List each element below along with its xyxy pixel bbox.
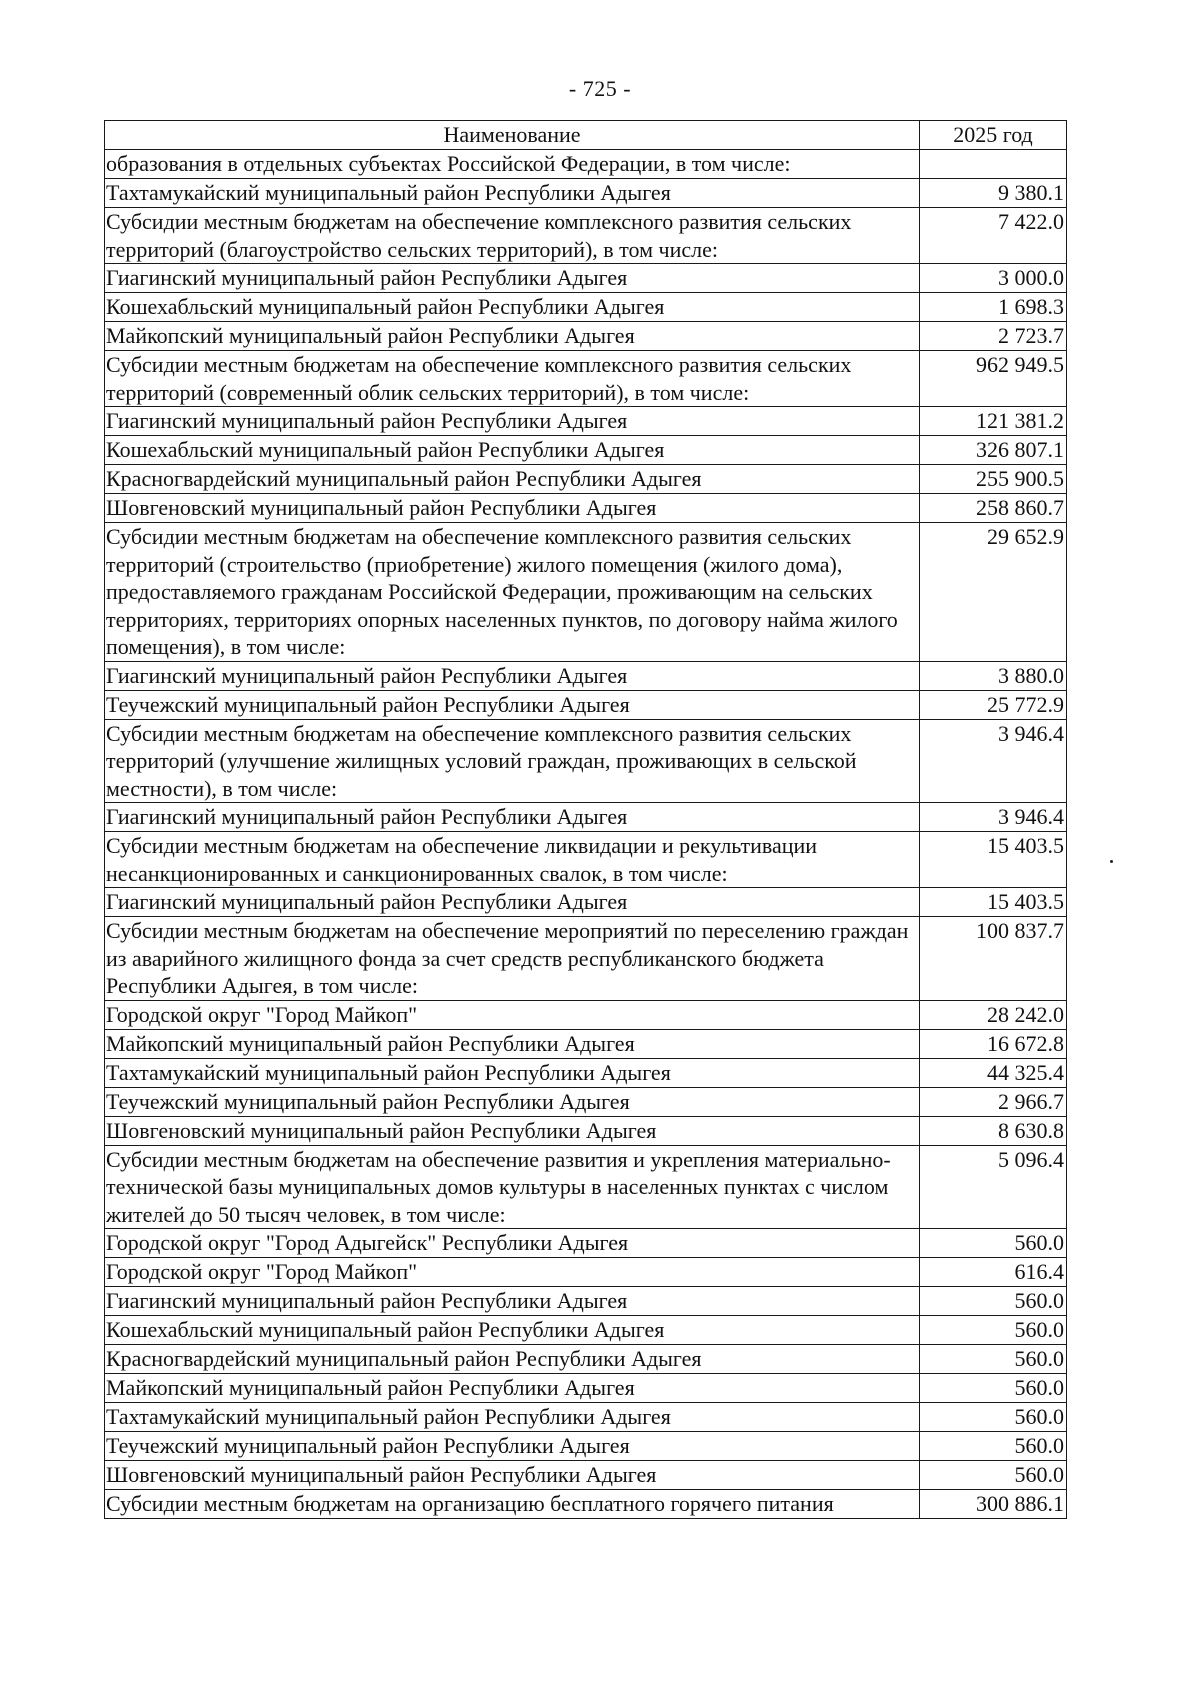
- row-value-cell: 16 672.8: [920, 1029, 1067, 1058]
- row-value-cell: 3 946.4: [920, 719, 1067, 803]
- row-value-cell: 2 966.7: [920, 1087, 1067, 1116]
- table-row: [105, 523, 1067, 662]
- table-row: [105, 690, 1067, 719]
- table-row: [105, 494, 1067, 523]
- row-value-cell: 3 000.0: [920, 264, 1067, 293]
- row-name-cell: Майкопский муниципальный район Республики Адыгея: [105, 1029, 920, 1058]
- row-name-cell: Теучежский муниципальный район Республики Адыгея: [105, 1087, 920, 1116]
- row-value-cell: 100 837.7: [920, 917, 1067, 1001]
- row-value-cell: 258 860.7: [920, 494, 1067, 523]
- table-header-row: [105, 121, 1067, 150]
- row-value-cell: 7 422.0: [920, 208, 1067, 264]
- page-number: - 725 -: [568, 76, 632, 101]
- row-name-cell: Субсидии местным бюджетам на обеспечение развития и укрепления материально-технической базы муниципальных домов культуры в населенных пунктах с числом жителей до 50 тысяч человек, в том числе:: [105, 1145, 920, 1229]
- scan-dot-mark: [1110, 860, 1113, 863]
- table-row: [105, 436, 1067, 465]
- table-row: [105, 1316, 1067, 1345]
- table-row: [105, 264, 1067, 293]
- row-name-cell: Кошехабльский муниципальный район Республики Адыгея: [105, 436, 920, 465]
- row-value-cell: 560.0: [920, 1287, 1067, 1316]
- table-row: [105, 293, 1067, 322]
- row-value-cell: 962 949.5: [920, 351, 1067, 407]
- table-row: [105, 1432, 1067, 1461]
- row-name-cell: Тахтамукайский муниципальный район Республики Адыгея: [105, 1403, 920, 1432]
- row-name-cell: Шовгеновский муниципальный район Республики Адыгея: [105, 494, 920, 523]
- row-value-cell: 616.4: [920, 1258, 1067, 1287]
- row-name-cell: Кошехабльский муниципальный район Республики Адыгея: [105, 1316, 920, 1345]
- budget-table: [104, 120, 1067, 1519]
- header-name: Наименование: [105, 121, 920, 150]
- row-value-cell: 560.0: [920, 1432, 1067, 1461]
- table-row: [105, 661, 1067, 690]
- table-row: [105, 208, 1067, 264]
- row-name-cell: Теучежский муниципальный район Республики Адыгея: [105, 690, 920, 719]
- row-name-cell: Субсидии местным бюджетам на обеспечение комплексного развития сельских территорий (улучшение жилищных условий граждан, проживающих в сельской местности), в том числе:: [105, 719, 920, 803]
- row-name-cell: Кошехабльский муниципальный район Республики Адыгея: [105, 293, 920, 322]
- table-row: [105, 917, 1067, 1001]
- row-name-cell: Гиагинский муниципальный район Республики Адыгея: [105, 1287, 920, 1316]
- row-name-cell: Субсидии местным бюджетам на организацию бесплатного горячего питания: [105, 1490, 920, 1519]
- row-value-cell: 560.0: [920, 1403, 1067, 1432]
- row-name-cell: Городской округ "Город Майкоп": [105, 1258, 920, 1287]
- row-value-cell: 121 381.2: [920, 407, 1067, 436]
- row-value-cell: 15 403.5: [920, 888, 1067, 917]
- row-name-cell: Гиагинский муниципальный район Республики Адыгея: [105, 661, 920, 690]
- row-value-cell: 15 403.5: [920, 832, 1067, 888]
- row-name-cell: Субсидии местным бюджетам на обеспечение комплексного развития сельских территорий (строительство (приобретение) жилого помещения (жилого дома), предоставляемого гражданам Российской Федерации, проживающим на сельских территориях, территориях опорных населенных пунктов, по договору найма жилого помещения), в том числе:: [105, 523, 920, 662]
- row-name-cell: Городской округ "Город Майкоп": [105, 1000, 920, 1029]
- row-name-cell: Субсидии местным бюджетам на обеспечение ликвидации и рекультивации несанкционированных и санкционированных свалок, в том числе:: [105, 832, 920, 888]
- row-value-cell: 560.0: [920, 1316, 1067, 1345]
- row-value-cell: 25 772.9: [920, 690, 1067, 719]
- table-row: [105, 150, 1067, 179]
- table-row: [105, 1116, 1067, 1145]
- table-row: [105, 1029, 1067, 1058]
- row-value-cell: 5 096.4: [920, 1145, 1067, 1229]
- table-row: [105, 832, 1067, 888]
- header-year: 2025 год: [920, 121, 1067, 150]
- row-value-cell: 560.0: [920, 1461, 1067, 1490]
- row-name-cell: Городской округ "Город Адыгейск" Республики Адыгея: [105, 1229, 920, 1258]
- table-row: [105, 1345, 1067, 1374]
- table-row: [105, 1287, 1067, 1316]
- row-value-cell: 3 946.4: [920, 803, 1067, 832]
- row-value-cell: 326 807.1: [920, 436, 1067, 465]
- row-value-cell: 560.0: [920, 1345, 1067, 1374]
- table-row: [105, 1000, 1067, 1029]
- row-value-cell: 560.0: [920, 1374, 1067, 1403]
- table-row: [105, 179, 1067, 208]
- row-value-cell: 9 380.1: [920, 179, 1067, 208]
- table-row: [105, 1403, 1067, 1432]
- row-name-cell: Гиагинский муниципальный район Республики Адыгея: [105, 407, 920, 436]
- row-value-cell: 2 723.7: [920, 322, 1067, 351]
- table-row: [105, 351, 1067, 407]
- row-value-cell: 28 242.0: [920, 1000, 1067, 1029]
- row-name-cell: Гиагинский муниципальный район Республики Адыгея: [105, 264, 920, 293]
- table-row: [105, 407, 1067, 436]
- row-name-cell: Майкопский муниципальный район Республики Адыгея: [105, 1374, 920, 1403]
- row-name-cell: Шовгеновский муниципальный район Республики Адыгея: [105, 1116, 920, 1145]
- table-row: [105, 1374, 1067, 1403]
- row-value-cell: 3 880.0: [920, 661, 1067, 690]
- table-row: [105, 1258, 1067, 1287]
- row-value-cell: 560.0: [920, 1229, 1067, 1258]
- table-row: [105, 1490, 1067, 1519]
- row-value-cell: 44 325.4: [920, 1058, 1067, 1087]
- table-body: [105, 150, 1067, 1519]
- row-name-cell: Субсидии местным бюджетам на обеспечение комплексного развития сельских территорий (благоустройство сельских территорий), в том числе:: [105, 208, 920, 264]
- table-row: [105, 1145, 1067, 1229]
- row-name-cell: Тахтамукайский муниципальный район Республики Адыгея: [105, 179, 920, 208]
- table-row: [105, 1461, 1067, 1490]
- row-name-cell: Красногвардейский муниципальный район Республики Адыгея: [105, 1345, 920, 1374]
- row-name-cell: Тахтамукайский муниципальный район Республики Адыгея: [105, 1058, 920, 1087]
- row-value-cell: 29 652.9: [920, 523, 1067, 662]
- row-name-cell: образования в отдельных субъектах Российской Федерации, в том числе:: [105, 150, 920, 179]
- row-value-cell: [920, 150, 1067, 179]
- table-row: [105, 719, 1067, 803]
- row-name-cell: Шовгеновский муниципальный район Республики Адыгея: [105, 1461, 920, 1490]
- row-name-cell: Субсидии местным бюджетам на обеспечение комплексного развития сельских территорий (современный облик сельских территорий), в том числе:: [105, 351, 920, 407]
- row-name-cell: Гиагинский муниципальный район Республики Адыгея: [105, 803, 920, 832]
- table-row: [105, 1058, 1067, 1087]
- row-value-cell: 255 900.5: [920, 465, 1067, 494]
- row-name-cell: Теучежский муниципальный район Республики Адыгея: [105, 1432, 920, 1461]
- table-row: [105, 465, 1067, 494]
- table-row: [105, 888, 1067, 917]
- table-row: [105, 1229, 1067, 1258]
- table-row: [105, 322, 1067, 351]
- row-name-cell: Майкопский муниципальный район Республики Адыгея: [105, 322, 920, 351]
- table-row: [105, 803, 1067, 832]
- row-value-cell: 300 886.1: [920, 1490, 1067, 1519]
- row-name-cell: Субсидии местным бюджетам на обеспечение мероприятий по переселению граждан из аварийного жилищного фонда за счет средств республиканского бюджета Республики Адыгея, в том числе:: [105, 917, 920, 1001]
- table-row: [105, 1087, 1067, 1116]
- row-value-cell: 8 630.8: [920, 1116, 1067, 1145]
- row-value-cell: 1 698.3: [920, 293, 1067, 322]
- row-name-cell: Красногвардейский муниципальный район Республики Адыгея: [105, 465, 920, 494]
- row-name-cell: Гиагинский муниципальный район Республики Адыгея: [105, 888, 920, 917]
